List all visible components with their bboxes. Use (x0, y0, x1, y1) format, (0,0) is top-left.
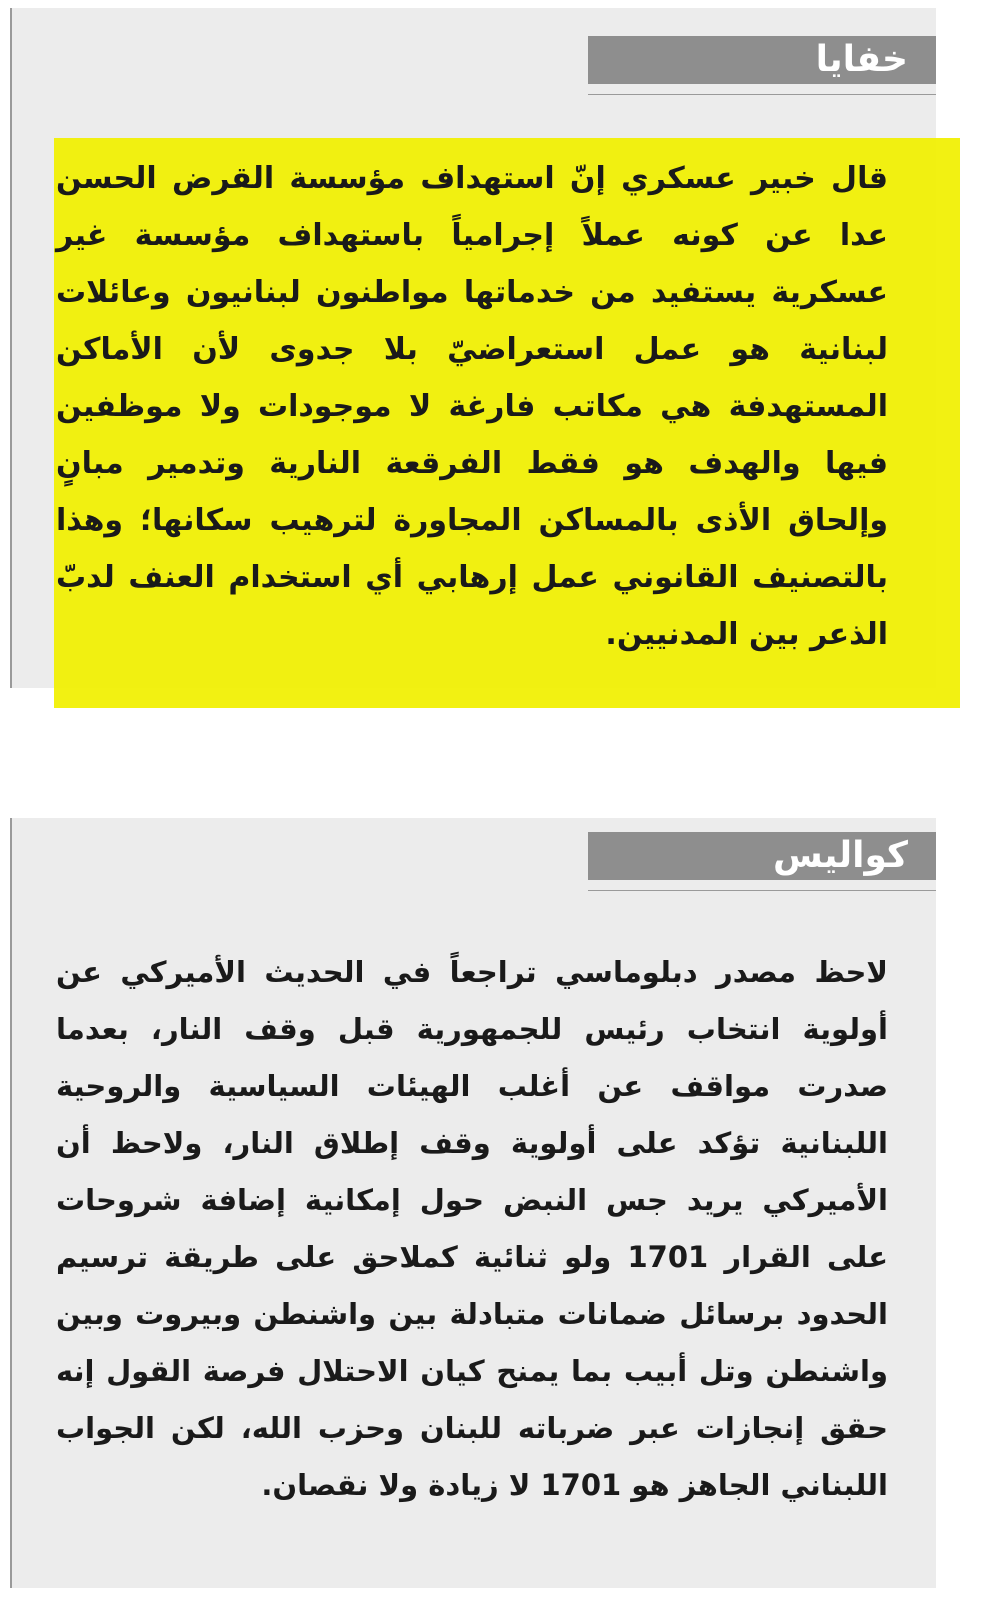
kawalis-section-header (588, 832, 936, 891)
kawalis-body-text: لاحظ مصدر دبلوماسي تراجعاً في الحديث الأميركي عن أولوية انتخاب رئيس للجمهورية قبل وقف النار، بعدما صدرت مواقف عن أغلب الهيئات السياسية والروحية اللبنانية تؤكد على أولوية وقف إطلاق النار، ولاحظ أن الأميركي يريد جس النبض حول إمكانية إضافة شروحات على القرار 1701 ولو ثنائية كملاحق على طريقة ترسيم الحدود برسائل ضمانات متبادلة بين واشنطن وبيروت وبين واشنطن وتل أبيب بما يمنح كيان الاحتلال فرصة القول إنه حقق إنجازات عبر ضرباته للبنان وحزب الله، لكن الجواب اللبناني الجاهز هو 1701 لا زيادة ولا نقصان. (56, 955, 889, 1502)
kawalis-header-rule (588, 890, 936, 891)
khafaya-section-header (588, 36, 936, 95)
kawalis-title: كواليس (588, 832, 936, 880)
khafaya-title: خفايا (588, 36, 936, 84)
khafaya-header-rule (588, 94, 936, 95)
khafaya-body-text: قال خبير عسكري إنّ استهداف مؤسسة القرض الحسن عدا عن كونه عملاً إجرامياً باستهداف مؤسسة غير عسكرية يستفيد من خدماتها مواطنون لبنانيون وعائلات لبنانية هو عمل استعراضيّ بلا جدوى لأن الأماكن المستهدفة هي مكاتب فارغة لا موجودات ولا موظفين فيها والهدف هو فقط الفرقعة النارية وتدمير مبانٍ وإلحاق الأذى بالمساكن المجاورة لترهيب سكانها؛ وهذا بالتصنيف القانوني عمل إرهابي أي استخدام العنف لدبّ الذعر بين المدنيين. (56, 161, 888, 652)
